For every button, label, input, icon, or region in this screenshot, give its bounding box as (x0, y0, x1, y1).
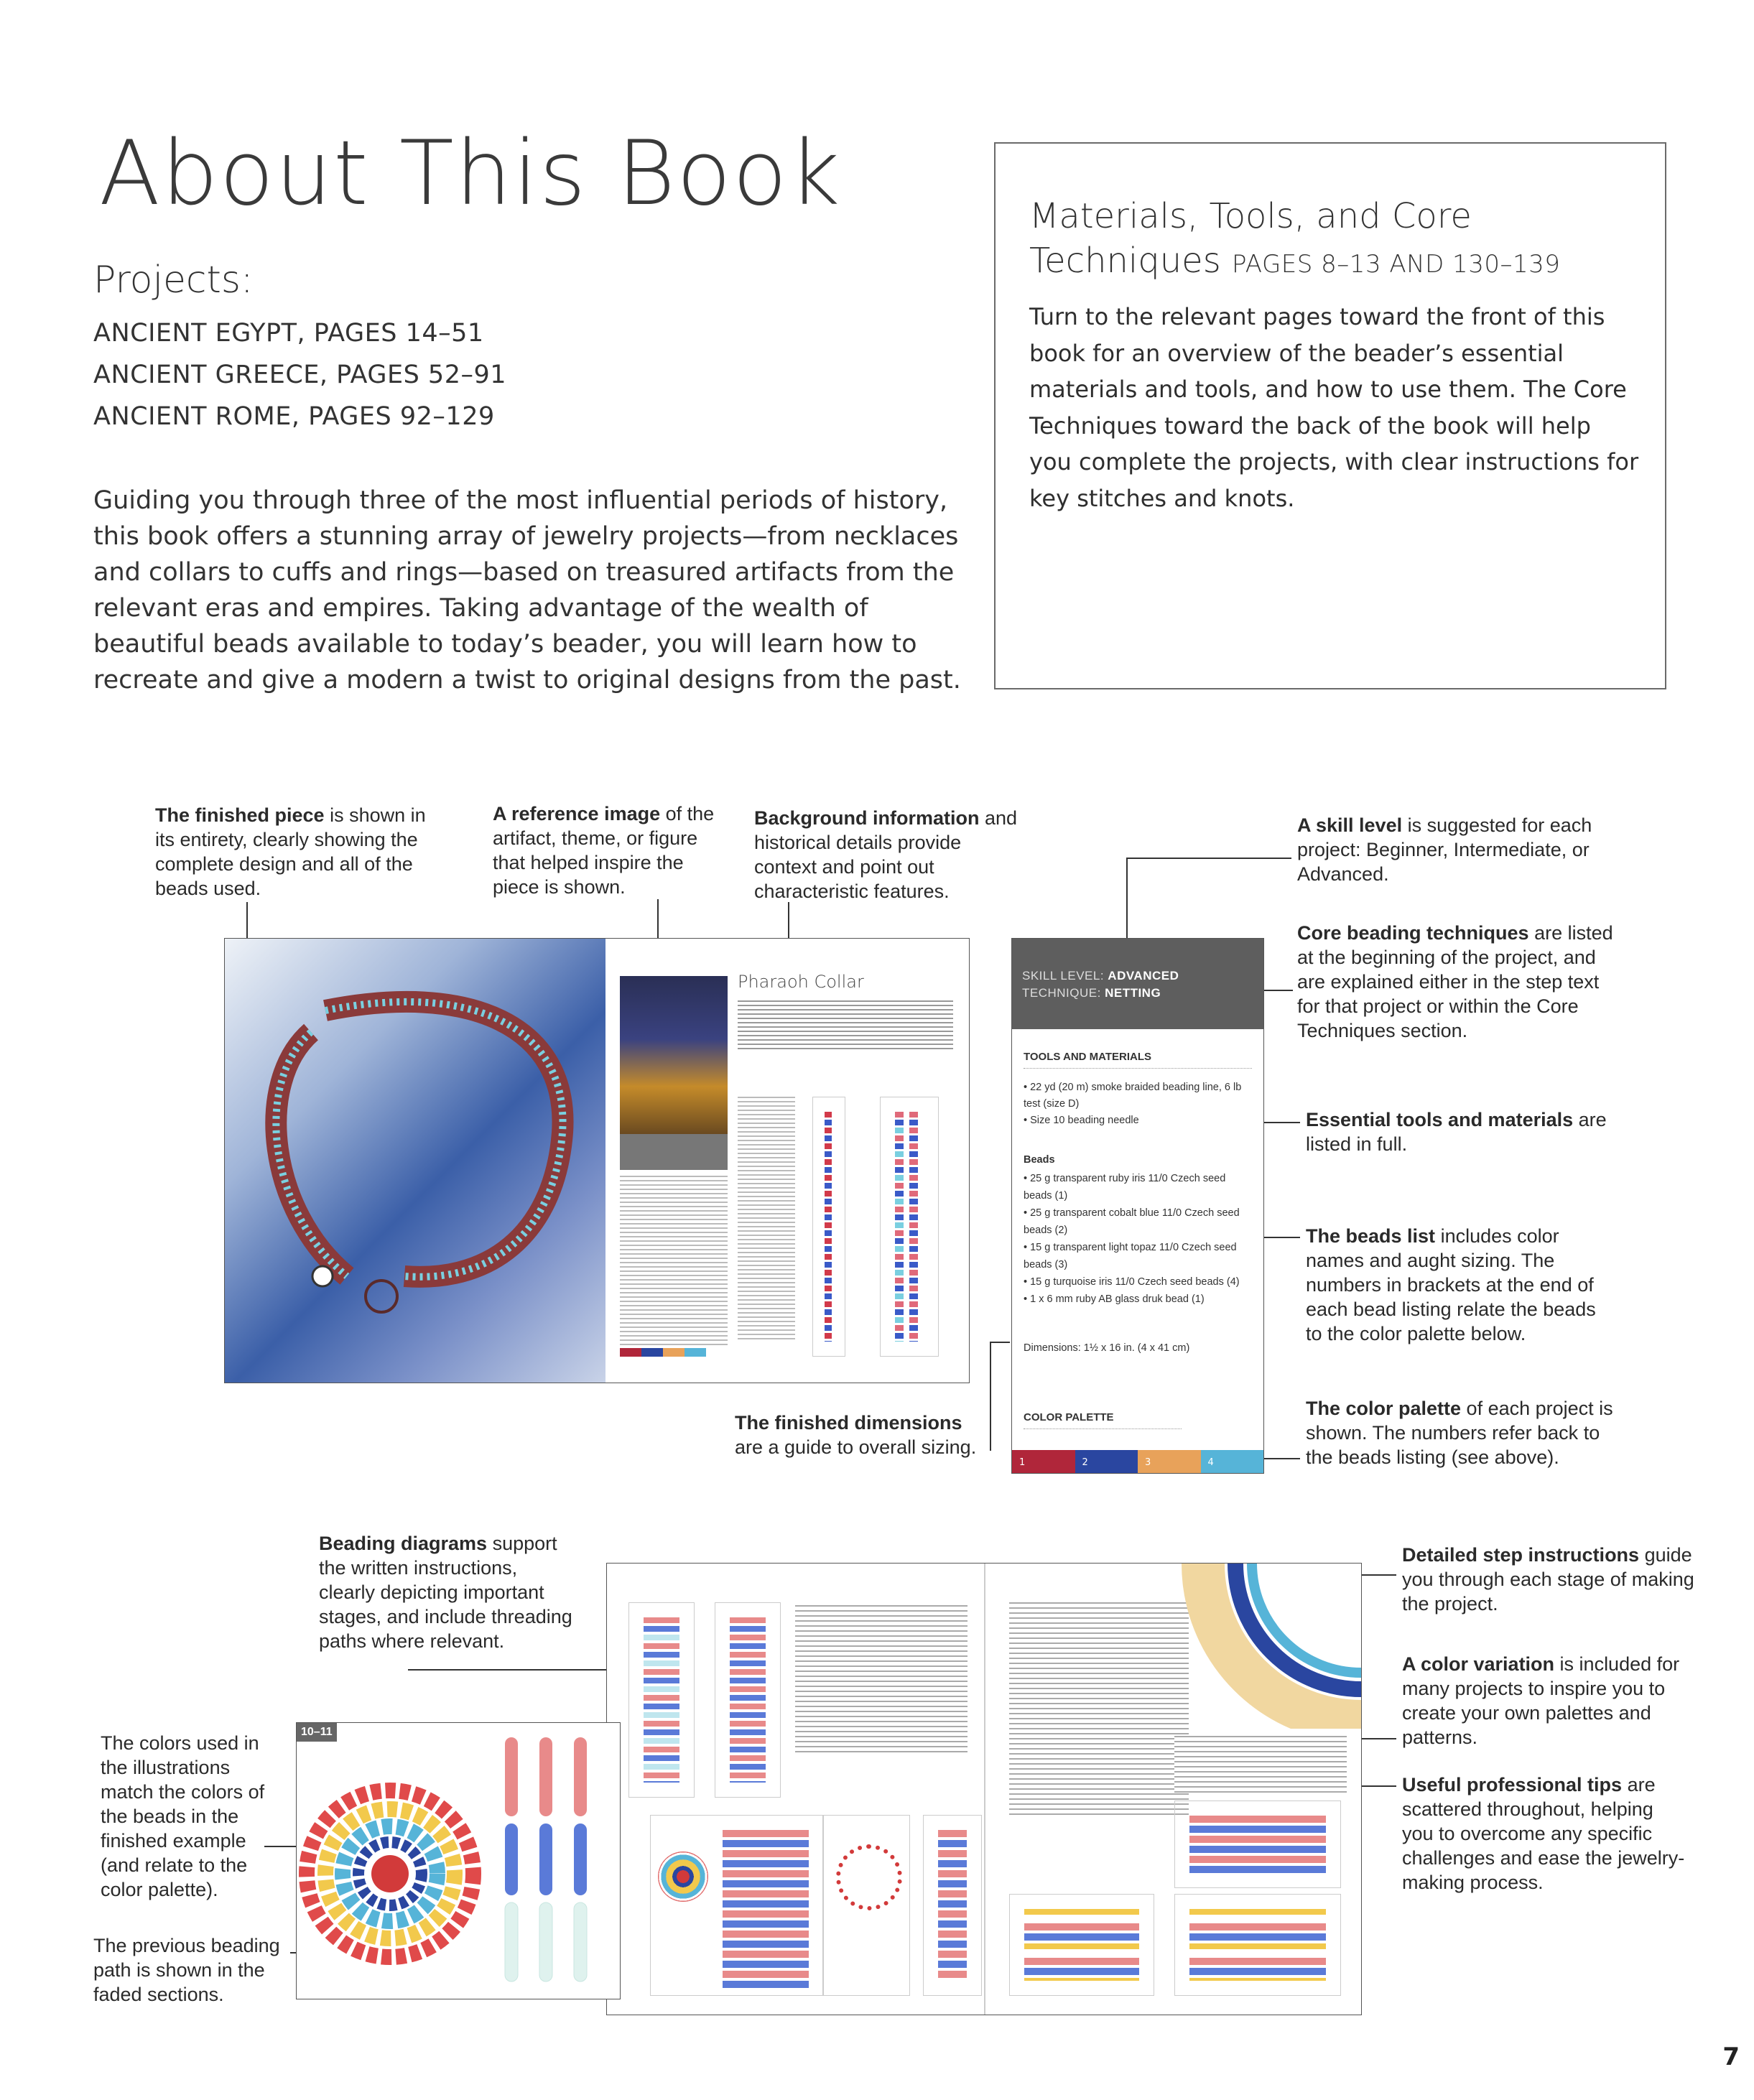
step-text-block (1009, 1602, 1189, 1818)
palette-swatch: 1 (1012, 1450, 1075, 1473)
leader-line (408, 1669, 623, 1671)
bead-diagram-column (812, 1097, 845, 1357)
palette-swatch: 3 (1138, 1450, 1201, 1473)
project-egypt: ANCIENT EGYPT, PAGES 14–51 (93, 319, 484, 348)
bead-diagram-column (880, 1097, 939, 1357)
project-title: Pharaoh Collar (738, 972, 864, 992)
materials-heading-line1: Materials, Tools, and Core (1029, 196, 1472, 236)
pharaoh-reference-image (620, 976, 728, 1134)
beads-list: • 25 g transparent ruby iris 11/0 Czech seed beads (1) • 25 g transparent cobalt blue 11/0 Czech seed beads (2) • 15 g transparent light topaz 11/0 Czech seed beads (3) • 15 g turquoise iris 11/0 Czech seed beads (4) • 1 x 6 mm ruby AB glass druk bead (1) (1024, 1173, 1240, 1305)
callout-beading-diagrams: Beading diagrams support the written instructions, clearly depicting important stages, and include threading paths where relevant. (319, 1533, 572, 1652)
diagram-step-label: 10–11 (297, 1723, 337, 1742)
projects-heading: Projects: (93, 259, 254, 302)
bead-diagram-panel (1009, 1894, 1154, 1996)
callout-background: Background information and historical details provide context and point out characteristic features. (754, 807, 1018, 902)
bead-diagram-panel (1174, 1801, 1341, 1888)
pro-tip-text (1174, 1736, 1347, 1793)
callout-finished-dimensions: The finished dimensions are a guide to overall sizing. (735, 1412, 977, 1458)
skill-header (1012, 939, 1263, 1029)
beads-heading: Beads (1024, 1154, 1055, 1166)
leader-line (990, 1342, 991, 1451)
palette-swatch: 2 (1075, 1450, 1138, 1473)
bead-diagram-panel (715, 1602, 781, 1798)
materials-heading (1029, 194, 1647, 287)
project-info-panel (1011, 938, 1264, 1474)
diagram-zoom (296, 1722, 621, 1999)
callout-reference-image: A reference image of the artifact, theme, or figure that helped inspire the piece is shown. (493, 803, 715, 898)
callout-colors-used: The colors used in the illustrations match the colors of the beads in the finished example (and relate to the color palette). (101, 1732, 265, 1900)
page-title: About This Book (99, 122, 842, 226)
bead-diagram-panel (822, 1815, 910, 1996)
dimensions: Dimensions: 1½ x 16 in. (4 x 41 cm) (1024, 1342, 1190, 1354)
callout-core-techniques: Core beading techniques are listed at the beginning of the project, and are explained either in the step text for that project or within the Core Techniques section. (1297, 922, 1613, 1041)
callout-color-variation: A color variation is included for many projects to inspire you to create your own palettes and patterns. (1402, 1653, 1680, 1748)
bead-diagram-panel (650, 1815, 824, 1996)
skill-level-value: ADVANCED (1108, 969, 1179, 982)
palette-heading: COLOR PALETTE (1024, 1411, 1114, 1423)
callout-step-instructions: Detailed step instructions guide you through each stage of making the project. (1402, 1544, 1694, 1615)
callout-previous-path: The previous beading path is shown in the faded sections. (93, 1935, 280, 2005)
project-greece: ANCIENT GREECE, PAGES 52–91 (93, 361, 507, 389)
callout-beads-list: The beads list includes color names and aught sizing. The numbers in brackets at the end of each bead listing relate the beads to the color palette below. (1306, 1225, 1596, 1344)
technique-label: TECHNIQUE: (1022, 986, 1101, 1000)
materials-body: Turn to the relevant pages toward the front of this book for an overview of the beader’s essential materials and tools, and how to use them. The Core Techniques toward the back of the book will help you complete the projects, with clear instructions for key stitches and knots. (1029, 303, 1639, 512)
callout-skill-level: A skill level is suggested for each project: Beginner, Intermediate, or Advanced. (1297, 814, 1592, 885)
leader-line (990, 1342, 1010, 1343)
collar-photo (225, 939, 605, 1383)
project-rome: ANCIENT ROME, PAGES 92–129 (93, 402, 495, 431)
tools-heading: TOOLS AND MATERIALS (1024, 1051, 1152, 1063)
callout-pro-tips: Useful professional tips are scattered throughout, helping you to overcome any specific challenges and ease the jewelry-making process. (1402, 1774, 1685, 1893)
step-text-block (795, 1605, 968, 1756)
color-variation-photo (1167, 1564, 1361, 1729)
leader-line (1126, 858, 1291, 859)
bead-diagram-panel (1174, 1894, 1341, 1996)
bead-diagram-panel (628, 1602, 695, 1798)
color-palette (1012, 1450, 1263, 1473)
intro-paragraph: Guiding you through three of the most influential periods of history, this book offers a stunning array of jewelry projects—from necklaces and collars to cuffs and rings—based on treasured artifacts from the relevant eras and empires. Taking advantage of the wealth of beautiful beads available to today’s beader, you will learn how to recreate and give a modern a twist to original designs from the past. (93, 486, 961, 694)
callout-finished-piece: The finished piece is shown in its entirety, clearly showing the complete design and all of the beads used. (155, 804, 426, 899)
materials-pages: PAGES 8–13 AND 130–139 (1231, 250, 1561, 279)
palette-swatch: 4 (1201, 1450, 1264, 1473)
page-number: 7 (1722, 2043, 1740, 2071)
project-right-page (607, 939, 969, 1383)
tools-list: • 22 yd (20 m) smoke braided beading line, 6 lb test (size D) • Size 10 beading needle (1024, 1082, 1242, 1126)
callout-color-palette: The color palette of each project is shown. The numbers refer back to the beads listing (see above). (1306, 1398, 1613, 1468)
technique-value: NETTING (1105, 986, 1161, 1000)
skill-level-label: SKILL LEVEL: (1022, 969, 1105, 982)
callout-essential-tools: Essential tools and materials are listed in full. (1306, 1109, 1607, 1155)
diagram-spread-preview (606, 1563, 1362, 2015)
project-spread-preview (224, 938, 970, 1383)
bead-diagram-panel (923, 1815, 982, 1996)
materials-heading-line2: Techniques (1029, 241, 1221, 281)
